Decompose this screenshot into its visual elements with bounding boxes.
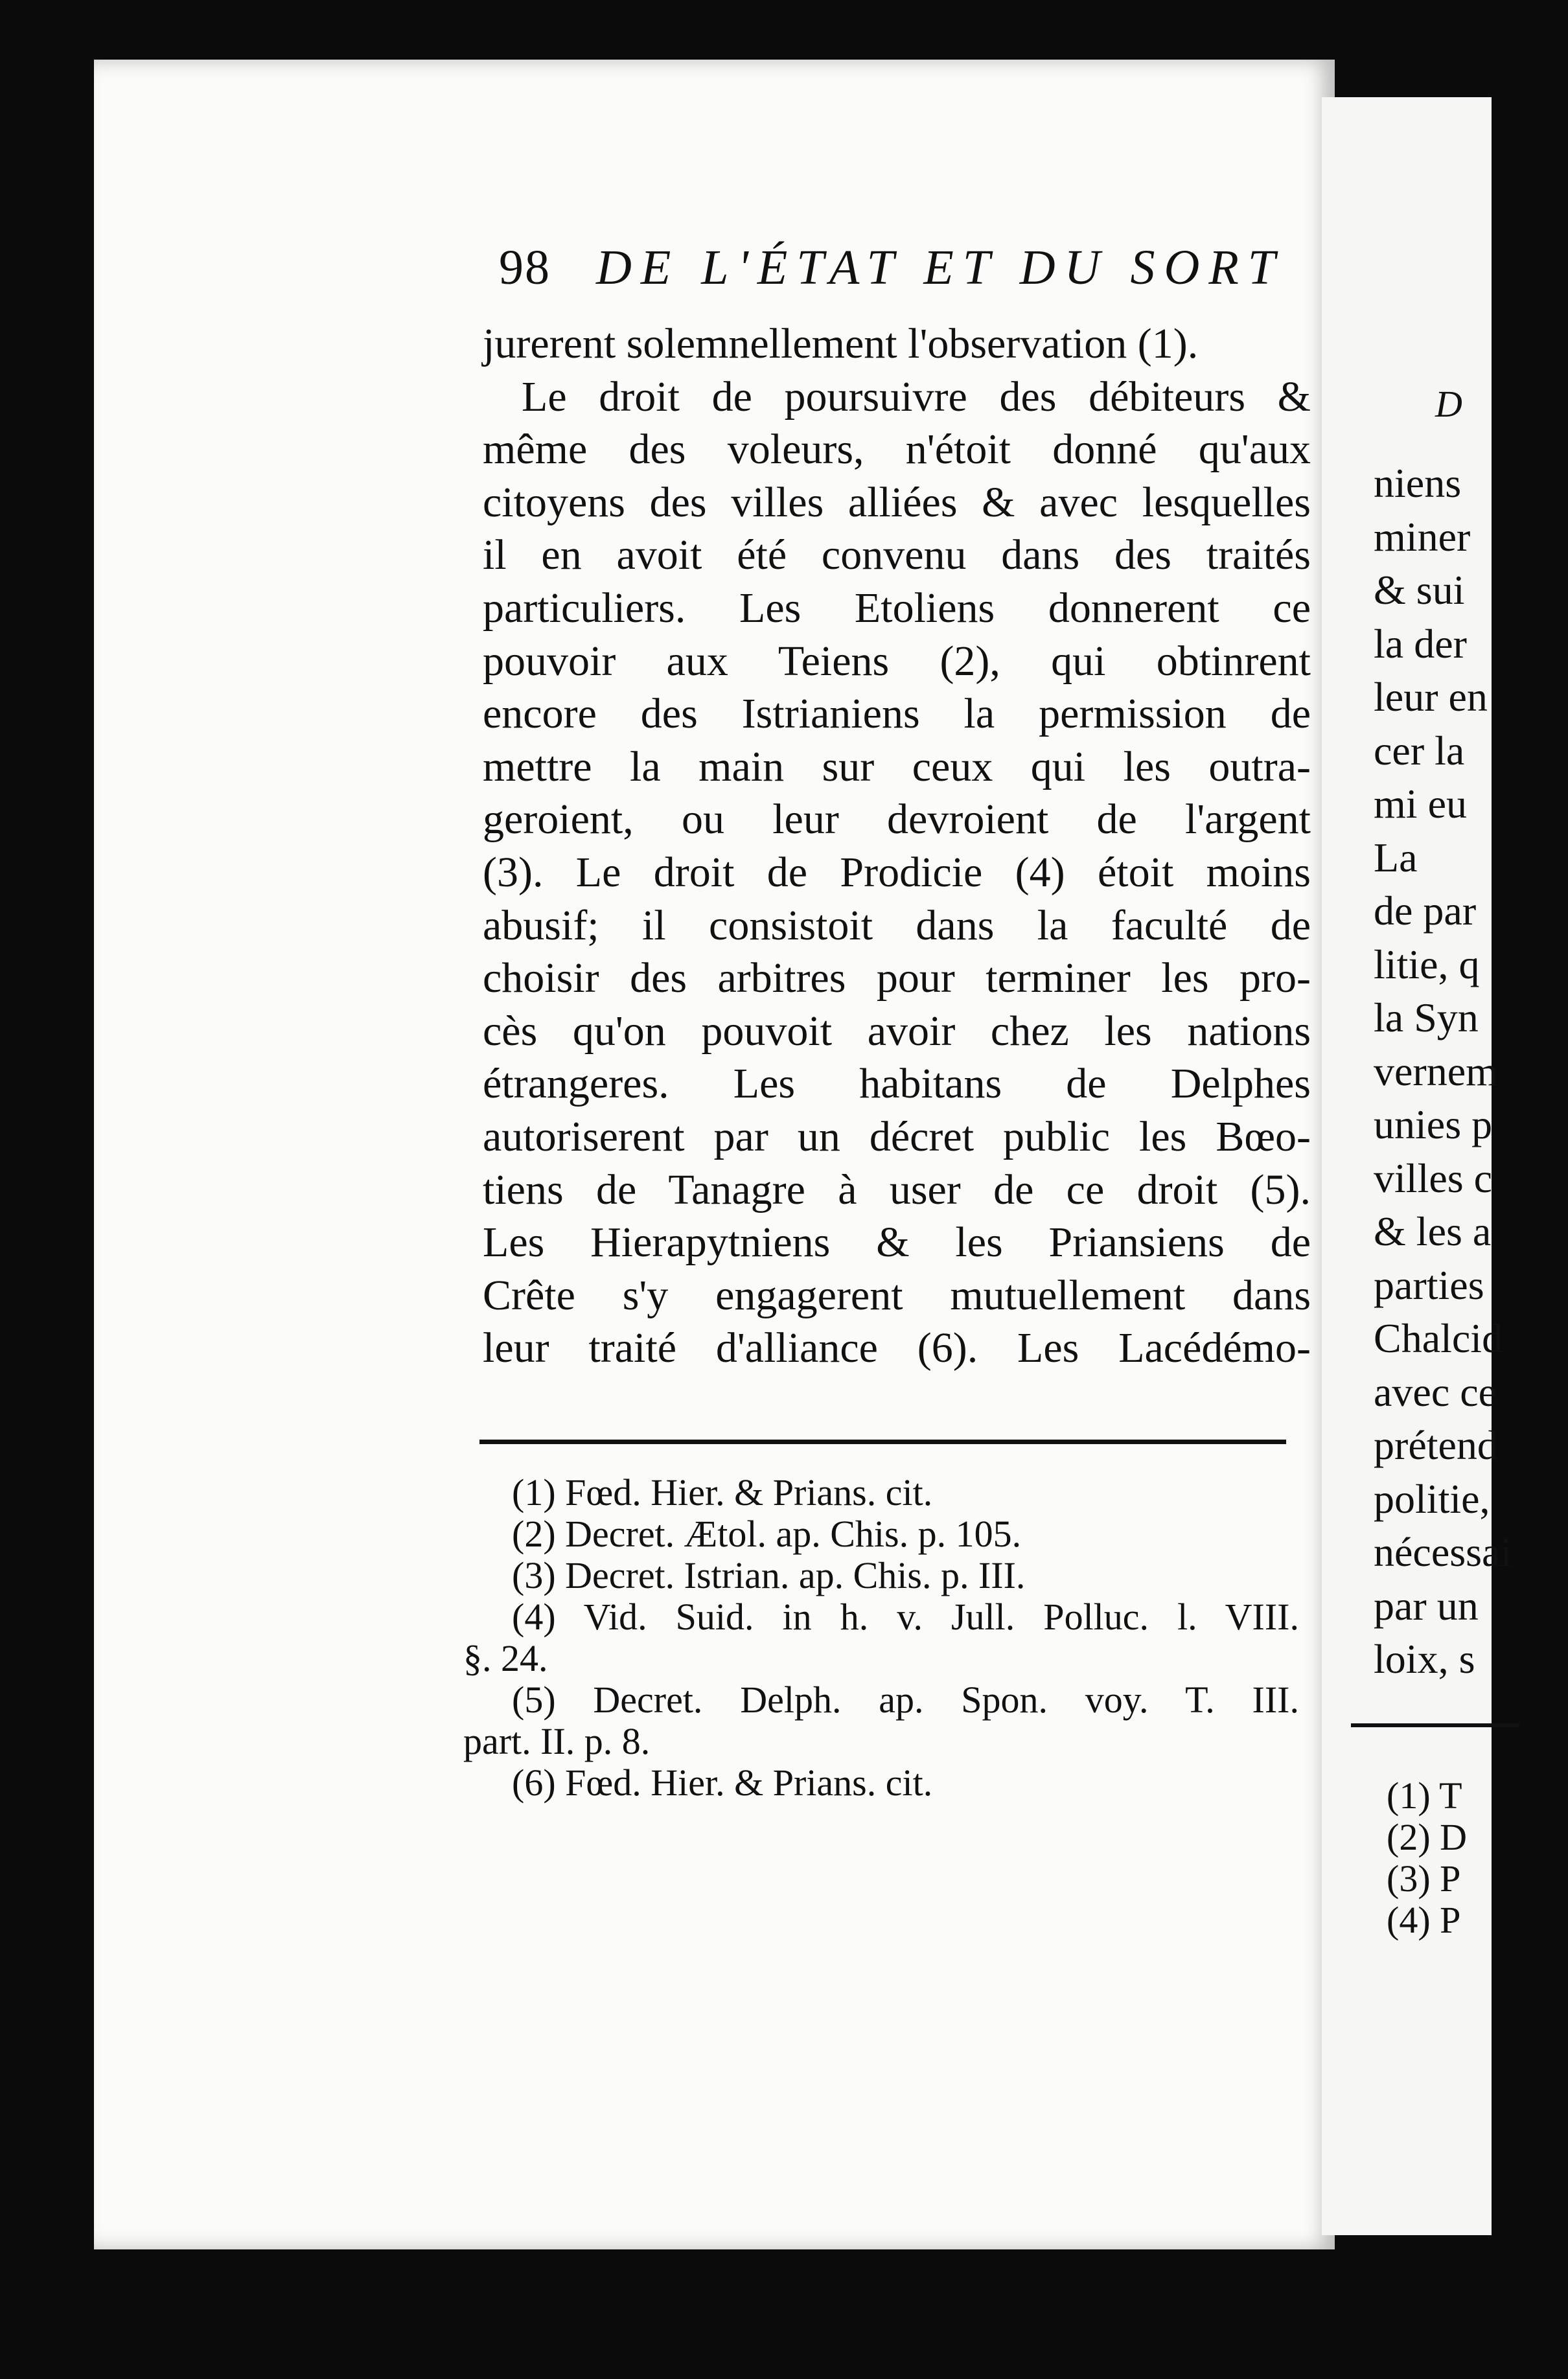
right-page-line: la der (1374, 620, 1467, 667)
text-line: particuliers. Les Etoliens donnerent ce (483, 584, 1311, 632)
right-page-line: avec ce (1374, 1368, 1497, 1415)
footnote-line: §. 24. (463, 1637, 548, 1679)
footnote-line: (1) Fœd. Hier. & Prians. cit. (512, 1471, 933, 1513)
right-page-text (1374, 457, 1568, 1686)
right-page-line: politie, (1374, 1475, 1490, 1522)
right-page-line: litie, q (1374, 941, 1480, 987)
text-line: Crête s'y engagerent mutuellement dans (483, 1271, 1311, 1319)
text-line: autoriserent par un décret public les Bœo- (483, 1112, 1311, 1160)
right-page-note: (3) P (1387, 1857, 1461, 1900)
text-line: Le droit de poursuivre des débiteurs & (522, 373, 1311, 420)
text-line: geroient, ou leur devroient de l'argent (483, 796, 1311, 844)
footnote-line: (3) Decret. Istrian. ap. Chis. p. III. (512, 1554, 1026, 1596)
right-page-line: mi eu (1374, 781, 1467, 827)
right-page-line: prétend (1374, 1422, 1498, 1468)
right-page-line: unies p (1374, 1101, 1493, 1147)
footnotes (463, 1472, 1299, 1804)
text-line: leur traité d'alliance (6). Les Lacédémo- (483, 1324, 1311, 1372)
text-line: encore des Istrianiens la permission de (483, 690, 1311, 738)
text-line: mettre la main sur ceux qui les outra- (483, 742, 1311, 790)
right-page-line: vernem (1374, 1048, 1498, 1094)
right-page-line: leur en (1374, 674, 1488, 720)
text-line: citoyens des villes alliées & avec lesquelles (483, 478, 1311, 526)
right-page-line: La (1374, 834, 1418, 880)
page-number: 98 (499, 240, 551, 295)
right-page-line: miner (1374, 513, 1471, 560)
footnote-line: (6) Fœd. Hier. & Prians. cit. (512, 1762, 933, 1804)
text-line: abusif; il consistoit dans la faculté de (483, 901, 1311, 949)
text-line: Les Hierapytniens & les Priansiens de (483, 1219, 1311, 1267)
main-text (483, 317, 1311, 1375)
text-line: pouvoir aux Teiens (2), qui obtinrent (483, 637, 1311, 685)
right-page-note: (2) D (1387, 1816, 1468, 1858)
text-line: jurerent solemnellement l'observation (1). (483, 320, 1199, 367)
right-page-line: Chalcid (1374, 1315, 1503, 1361)
footnote-line: part. II. p. 8. (463, 1720, 651, 1762)
text-line: choisir des arbitres pour terminer les pro- (483, 954, 1311, 1002)
text-line: cès qu'on pouvoit avoir chez les nations (483, 1007, 1311, 1055)
right-page (1322, 97, 1512, 2235)
text-line: (3). Le droit de Prodicie (4) étoit moins (483, 848, 1311, 896)
right-page-notes (1387, 1775, 1467, 1941)
right-page-line: parties (1374, 1261, 1484, 1308)
text-line: même des voleurs, n'étoit donné qu'aux (483, 426, 1311, 474)
right-page-line: niens (1374, 460, 1462, 506)
right-page-line: villes c (1374, 1155, 1493, 1201)
footnote-rule (479, 1440, 1286, 1444)
text-line: tiens de Tanagre à user de ce droit (5). (483, 1166, 1311, 1213)
right-page-line: loix, s (1374, 1636, 1475, 1682)
right-page-line: & sui (1374, 567, 1465, 613)
right-page-head: D (1435, 383, 1462, 425)
text-line: étrangeres. Les habitans de Delphes (483, 1060, 1311, 1108)
running-head (499, 240, 1309, 296)
right-page-rule (1351, 1723, 1519, 1727)
right-page-line: nécessai (1374, 1529, 1512, 1575)
text-line: il en avoit été convenu dans des traités (483, 531, 1311, 579)
right-page-line: de par (1374, 888, 1477, 934)
right-page-line: la Syn (1374, 994, 1479, 1040)
footnote-line: (4) Vid. Suid. in h. v. Jull. Polluc. l. VIII. (512, 1596, 1299, 1638)
running-title: DE L'ÉTAT ET DU SORT (596, 240, 1285, 295)
footnote-line: (5) Decret. Delph. ap. Spon. voy. T. III. (512, 1679, 1299, 1721)
right-page-line: par un (1374, 1582, 1479, 1629)
right-page-line: & les a (1374, 1208, 1492, 1254)
footnote-line: (2) Decret. Ætol. ap. Chis. p. 105. (512, 1513, 1022, 1555)
right-page-note: (4) P (1387, 1899, 1461, 1941)
right-page-line: cer la (1374, 727, 1465, 774)
right-page-note: (1) T (1387, 1775, 1462, 1817)
